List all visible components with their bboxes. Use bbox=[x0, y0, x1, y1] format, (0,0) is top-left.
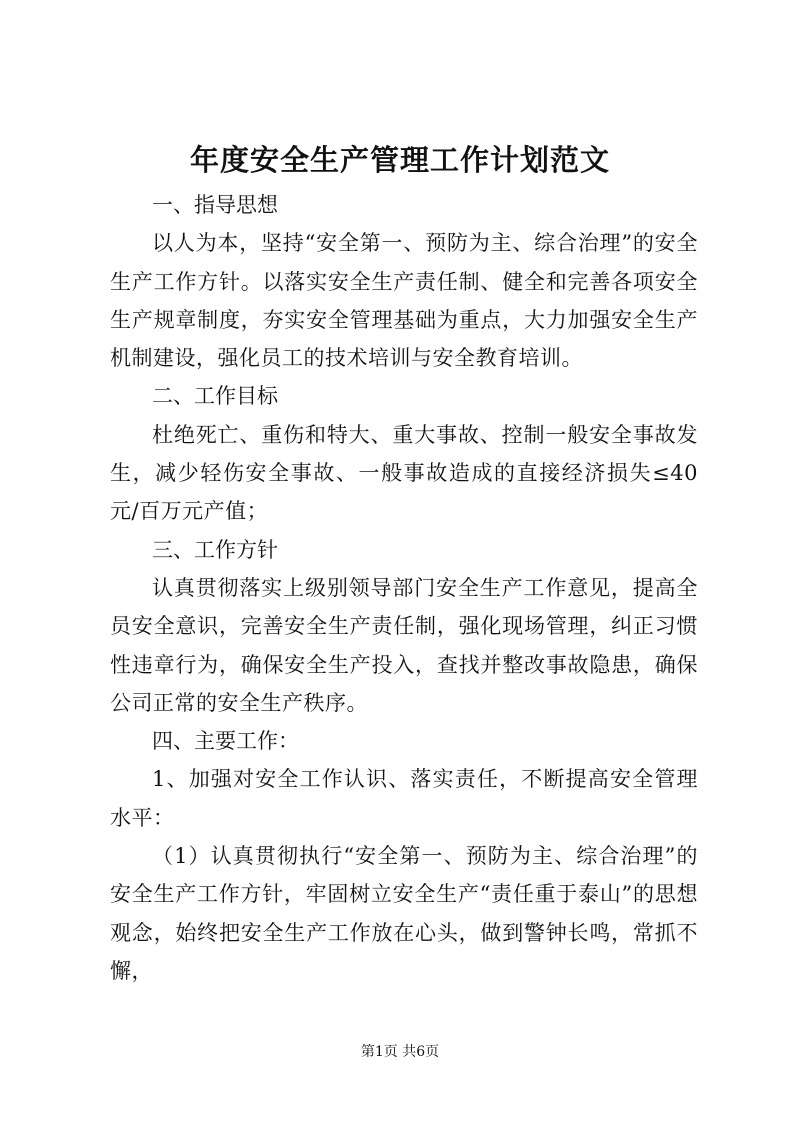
list-item-1: 1、加强对安全工作认识、落实责任，不断提高安全管理水平： bbox=[110, 767, 698, 830]
section-text-work-goals: 杜绝死亡、重伤和特大、重大事故、控制一般安全事故发生，减少轻伤安全事故、一般事故造成的直接经济损失≤40元/百万元产值； bbox=[110, 422, 698, 524]
document-body bbox=[110, 186, 698, 990]
section-text-work-policy: 认真贯彻落实上级别领导部门安全生产工作意见，提高全员安全意识，完善安全生产责任制，强化现场管理，纠正习惯性违章行为，确保安全生产投入，查找并整改事故隐患，确保公司正常的安全生产秩序。 bbox=[110, 575, 698, 715]
section-text-guiding-ideology: 以人为本，坚持“安全第一、预防为主、综合治理”的安全生产工作方针。以落实安全生产责任制、健全和完善各项安全生产规章制度，夯实安全管理基础为重点，大力加强安全生产机制建设，强化员工的技术培训与安全教育培训。 bbox=[110, 231, 698, 371]
page-footer: 第1页 共6页 bbox=[360, 1044, 440, 1060]
section-heading-work-goals: 二、工作目标 bbox=[152, 384, 278, 409]
section-heading-work-policy: 三、工作方针 bbox=[152, 537, 278, 562]
list-item-1-1: （1）认真贯彻执行“安全第一、预防为主、综合治理”的安全生产工作方针，牢固树立安全生产“责任重于泰山”的思想观念，始终把安全生产工作放在心头，做到警钟长鸣，常抓不懈， bbox=[110, 844, 698, 983]
page-title: 年度安全生产管理工作计划范文 bbox=[189, 143, 610, 177]
section-heading-guiding-ideology: 一、指导思想 bbox=[152, 193, 278, 217]
section-heading-main-work: 四、主要工作： bbox=[152, 729, 299, 754]
